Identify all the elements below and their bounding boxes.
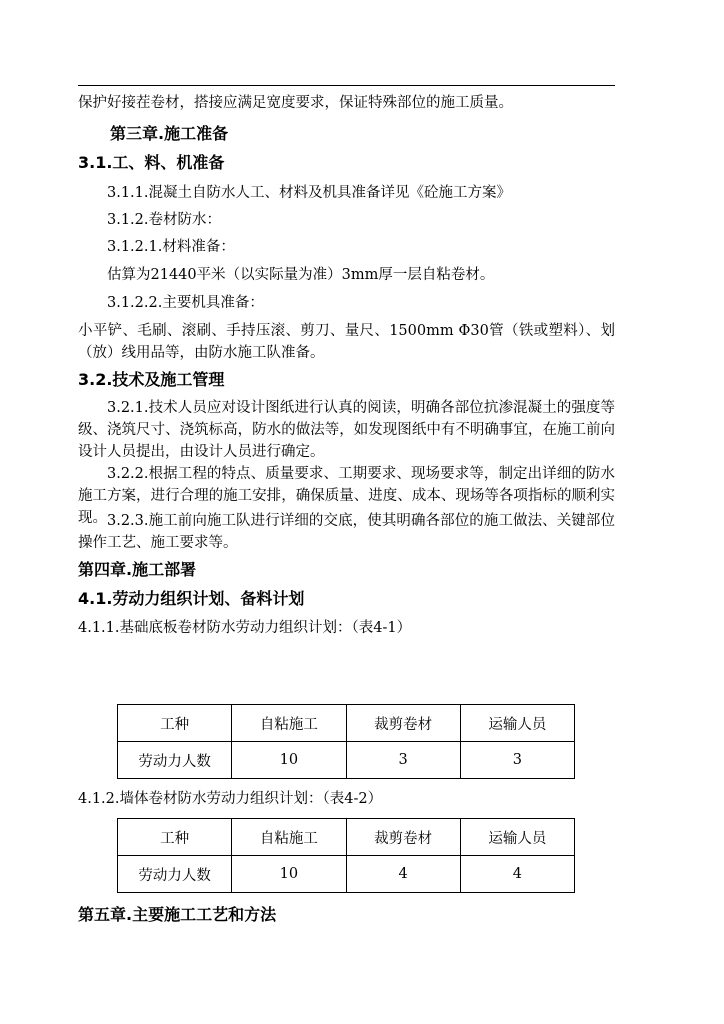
table-cell: 10 bbox=[232, 742, 346, 779]
table-cell: 裁剪卷材 bbox=[346, 819, 460, 856]
item-3-2-1: 3.2.1.技术人员应对设计图纸进行认真的阅读，明确各部位抗渗混凝土的强度等级、浇筑尺寸、浇筑标高，防水的做法等，如发现图纸中有不明确事宜，在施工前向设计人员提出，由设计人员进行确定。 bbox=[78, 400, 615, 460]
table-cell: 10 bbox=[232, 856, 346, 893]
labor-table-4-1 bbox=[117, 704, 575, 779]
item-3-1-1: 3.1.1.混凝土自防水人工、材料及机具准备详见《砼施工方案》 bbox=[107, 185, 512, 201]
table-cell: 工种 bbox=[118, 819, 232, 856]
table-row bbox=[118, 705, 575, 742]
item-4-1-1: 4.1.1.基础底板卷材防水劳动力组织计划：（表4-1） bbox=[78, 620, 412, 636]
item-3-2-2: 3.2.2.根据工程的特点、质量要求、工期要求、现场要求等，制定出详细的防水施工方案，进行合理的施工安排，确保质量、进度、成本、现场等各项指标的顺利实现。 bbox=[78, 466, 615, 526]
table-cell: 4 bbox=[346, 856, 460, 893]
intro-line: 保护好接茬卷材，搭接应满足宽度要求，保证特殊部位的施工质量。 bbox=[78, 95, 513, 111]
chapter-5-title: 第五章.主要施工工艺和方法 bbox=[78, 905, 277, 924]
table-cell: 劳动力人数 bbox=[118, 856, 232, 893]
table-cell: 运输人员 bbox=[460, 819, 574, 856]
table-row bbox=[118, 819, 575, 856]
table-cell: 劳动力人数 bbox=[118, 742, 232, 779]
item-3-1-2: 3.1.2.卷材防水： bbox=[107, 212, 222, 228]
table-row bbox=[118, 742, 575, 779]
table-cell: 3 bbox=[460, 742, 574, 779]
labor-table-4-2 bbox=[117, 818, 575, 893]
item-4-1-2: 4.1.2.墙体卷材防水劳动力组织计划：（表4-2） bbox=[78, 791, 383, 807]
chapter-3-title: 第三章.施工准备 bbox=[110, 124, 229, 143]
tools-list: 小平铲、毛刷、滚刷、手持压滚、剪刀、量尺、1500mm Φ30管（铁或塑料）、划（放）线用品等，由防水施工队准备。 bbox=[78, 323, 615, 361]
table-cell: 自粘施工 bbox=[232, 705, 346, 742]
section-4-1-title: 4.1.劳动力组织计划、备料计划 bbox=[78, 589, 305, 608]
section-3-1-title: 3.1.工、料、机准备 bbox=[78, 153, 225, 172]
table-cell: 裁剪卷材 bbox=[346, 705, 460, 742]
item-3-1-2-2: 3.1.2.2.主要机具准备： bbox=[107, 295, 264, 311]
table-cell: 运输人员 bbox=[460, 705, 574, 742]
item-3-2-3: 3.2.3.施工前向施工队进行详细的交底，使其明确各部位的施工做法、关键部位操作工艺、施工要求等。 bbox=[78, 513, 615, 551]
material-estimate: 估算为21440平米（以实际量为准）3mm厚一层自粘卷材。 bbox=[107, 267, 495, 283]
table-row bbox=[118, 856, 575, 893]
header-rule bbox=[78, 85, 615, 86]
table-cell: 工种 bbox=[118, 705, 232, 742]
table-cell: 自粘施工 bbox=[232, 819, 346, 856]
chapter-4-title: 第四章.施工部署 bbox=[78, 560, 197, 579]
table-cell: 4 bbox=[460, 856, 574, 893]
section-3-2-title: 3.2.技术及施工管理 bbox=[78, 370, 225, 389]
item-3-1-2-1: 3.1.2.1.材料准备： bbox=[107, 239, 235, 255]
table-cell: 3 bbox=[346, 742, 460, 779]
